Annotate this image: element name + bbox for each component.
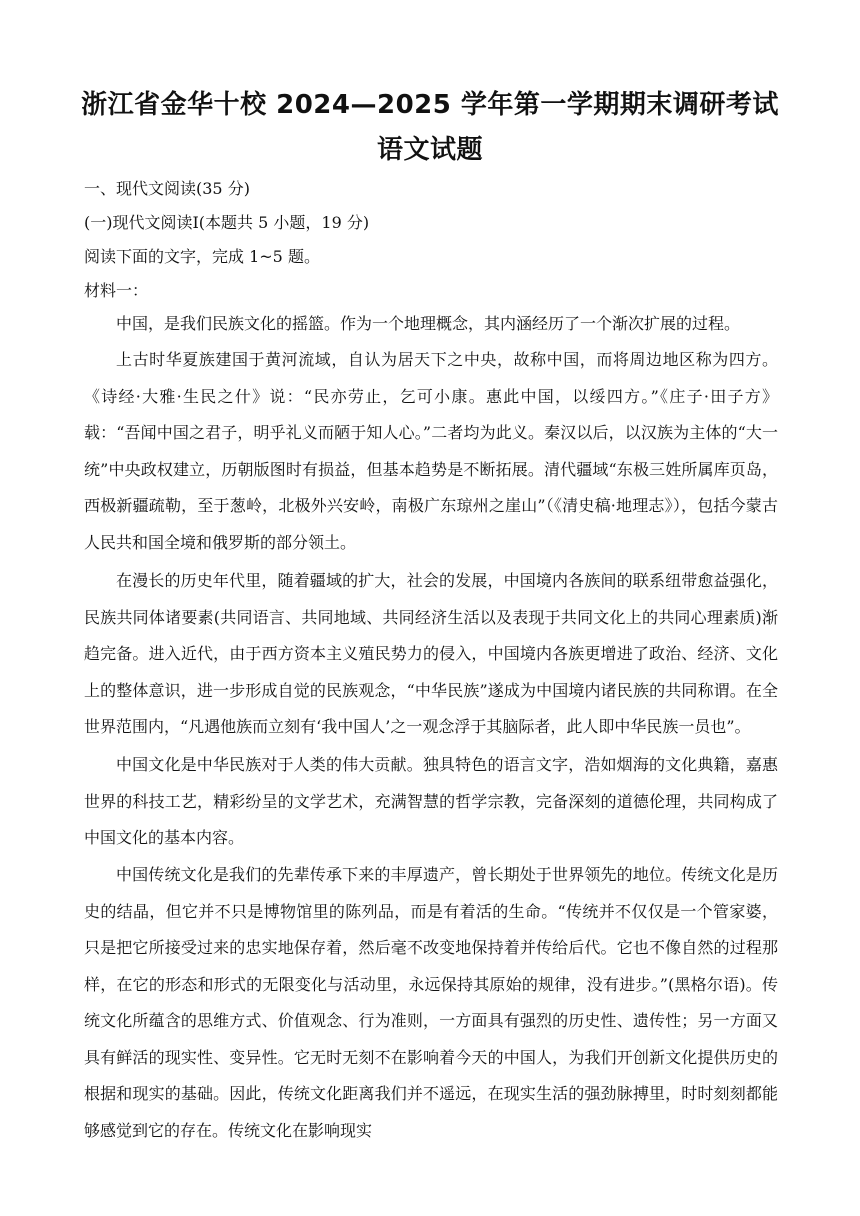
paragraph-4: 中国文化是中华民族对于人类的伟大贡献。独具特色的语言文字，浩如烟海的文化典籍，嘉惠世界的科技工艺，精彩纷呈的文学艺术，充满智慧的哲学宗教，完备深刻的道德伦理，共同构成了中国文化的基本内容。 [84,755,778,847]
exam-subject-title: 语文试题 [376,135,483,165]
paragraph-2: 上古时华夏族建国于黄河流域，自认为居天下之中央，故称中国，而将周边地区称为四方。《诗经·大雅·生民之什》说：“民亦劳止，乞可小康。惠此中国，以绥四方。”《庄子·田子方》载：“吾闻中国之君子，明乎礼义而陋于知人心。”二者均为此义。秦汉以后，以汉族为主体的“大一统”中央政权建立，历朝版图时有损益，但基本趋势是不断拓展。清代疆域“东极三姓所属库页岛，西极新疆疏勒，至于葱岭，北极外兴安岭，南极广东琼州之崖山”（《清史稿·地理志》），包括今蒙古人民共和国全境和俄罗斯的部分领土。 [84,350,778,552]
paragraph-1: 中国，是我们民族文化的摇篮。作为一个地理概念，其内涵经历了一个渐次扩展的过程。 [116,314,741,333]
material-label: 材料一： [84,281,149,300]
exam-title: 浙江省金华十校 2024—2025 学年第一学期期末调研考试 [81,90,779,120]
reading-instruction: 阅读下面的文字，完成 1~5 题。 [84,247,320,266]
paragraph-5: 中国传统文化是我们的先辈传承下来的丰厚遗产，曾长期处于世界领先的地位。传统文化是历史的结晶，但它并不只是博物馆里的陈列品，而是有着活的生命。“传统并不仅仅是一个管家婆，只是把它所接受过来的忠实地保存着，然后毫不改变地保持着并传给后代。它也不像自然的过程那样，在它的形态和形式的无限变化与活动里，永远保持其原始的规律，没有进步。”(黑格尔语)。传统文化所蕴含的思维方式、价值观念、行为准则，一方面具有强烈的历史性、遗传性；另一方面又具有鲜活的现实性、变异性。它无时无刻不在影响着今天的中国人，为我们开创新文化提供历史的根据和现实的基础。因此，传统文化距离我们并不遥远，在现实生活的强劲脉搏里，时时刻刻都能够感觉到它的存在。传统文化在影响现实 [84,865,778,1140]
subsection-heading: (一)现代文阅读Ⅰ(本题共 5 小题，19 分) [84,213,370,232]
paragraph-3: 在漫长的历史年代里，随着疆域的扩大，社会的发展，中国境内各族间的联系纽带愈益强化，民族共同体诸要素(共同语言、共同地域、共同经济生活以及表现于共同文化上的共同心理素质)渐趋完备。进入近代，由于西方资本主义殖民势力的侵入，中国境内各族更增进了政治、经济、文化上的整体意识，进一步形成自觉的民族观念，“中华民族”遂成为中国境内诸民族的共同称谓。在全世界范围内，“凡遇他族而立刻有‘我中国人’之一观念浮于其脑际者，此人即中华民族一员也”。 [84,571,778,736]
section-heading: 一、现代文阅读(35 分) [84,179,250,198]
